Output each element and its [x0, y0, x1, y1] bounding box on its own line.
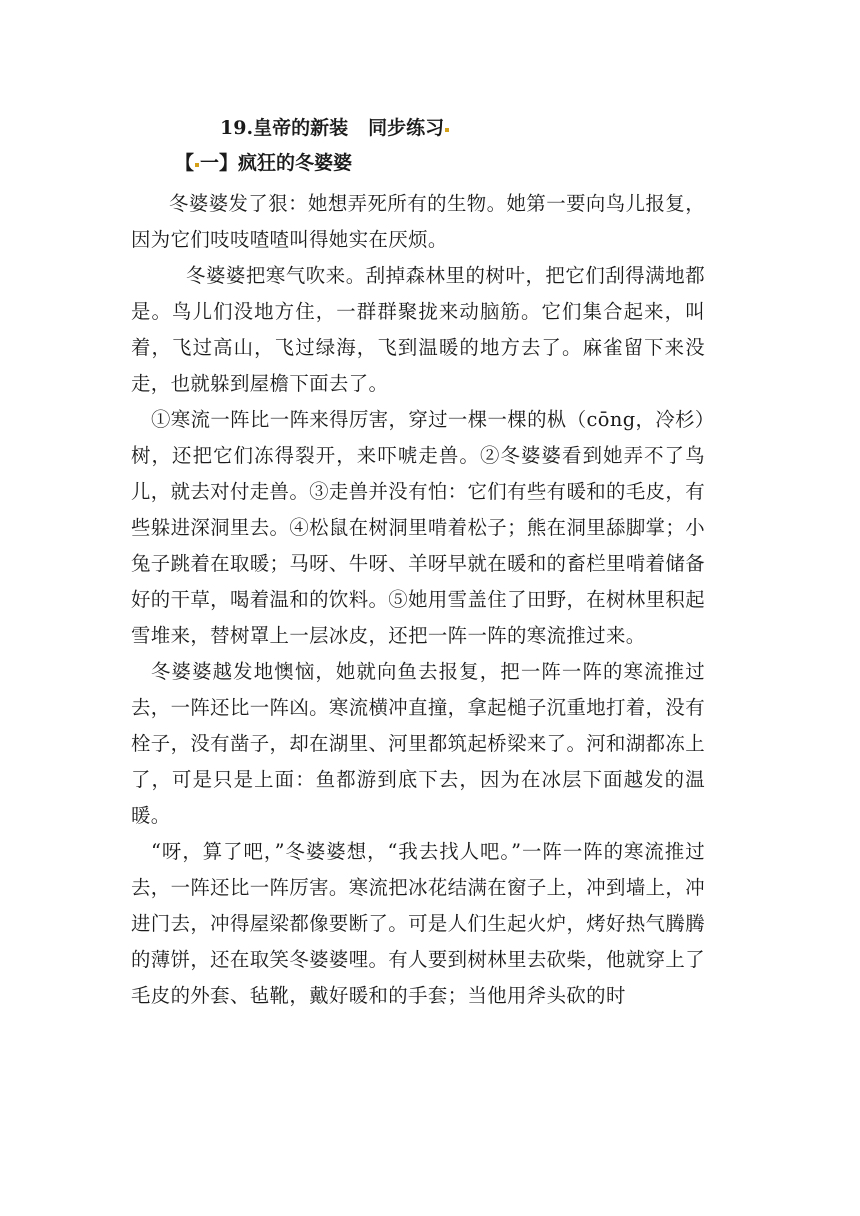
- page-title: [220, 114, 450, 142]
- paragraph-5: “呀，算了吧，”冬婆婆想，“我去找人吧。”一阵一阵的寒流推过去，一阵还比一阵厉害。寒流把冰花结满在窗子上，冲到墙上，冲进门去，冲得屋梁都像要断了。可是人们生起火炉，烤好热气腾腾的薄饼，还在取笑冬婆婆哩。有人要到树林里去砍柴，他就穿上了毛皮的外套、毡靴，戴好暖和的手套；当他用斧头砍的时: [131, 840, 705, 1007]
- section-heading: [175, 149, 352, 177]
- title-sub: 同步练习: [368, 117, 445, 139]
- paragraph-1: 冬婆婆发了狠：她想弄死所有的生物。她第一要向鸟儿报复，因为它们吱吱喳喳叫得她实在厌烦。: [131, 192, 705, 251]
- title-number: 19.: [220, 117, 254, 139]
- paragraph-4: 冬婆婆越发地懊恼，她就向鱼去报复，把一阵一阵的寒流推过去，一阵还比一阵凶。寒流横冲直撞，拿起槌子沉重地打着，没有栓子，没有凿子，却在湖里、河里都筑起桥梁来了。河和湖都冻上了，可是只是上面：鱼都游到底下去，因为在冰层下面越发的温暖。: [131, 660, 705, 827]
- highlight-mark: [195, 163, 199, 167]
- passage: [131, 186, 705, 1014]
- section-bracket: 【: [175, 152, 195, 174]
- title-main: 皇帝的新装: [253, 117, 349, 139]
- paragraph-3: ①寒流一阵比一阵来得厉害，穿过一棵一棵的枞（cōng，冷杉）树，还把它们冻得裂开，来吓唬走兽。②冬婆婆看到她弄不了鸟儿，就去对付走兽。③走兽并没有怕：它们有些有暖和的毛皮，有些躲进深洞里去。④松鼠在树洞里啃着松子；熊在洞里舔脚掌；小兔子跳着在取暖；马呀、牛呀、羊呀早就在暖和的畜栏里啃着储备好的干草，喝着温和的饮料。⑤她用雪盖住了田野，在树林里积起雪堆来，替树罩上一层冰皮，还把一阵一阵的寒流推过来。: [131, 408, 705, 647]
- paragraph-2: 冬婆婆把寒气吹来。刮掉森林里的树叶，把它们刮得满地都是。鸟儿们没地方住，一群群聚拢来动脑筋。它们集合起来，叫着，飞过高山，飞过绿海，飞到温暖的地方去了。麻雀留下来没走，也就躲到屋檐下面去了。: [131, 264, 705, 395]
- section-label: 一】疯狂的冬婆婆: [200, 152, 353, 174]
- highlight-mark: [445, 128, 449, 132]
